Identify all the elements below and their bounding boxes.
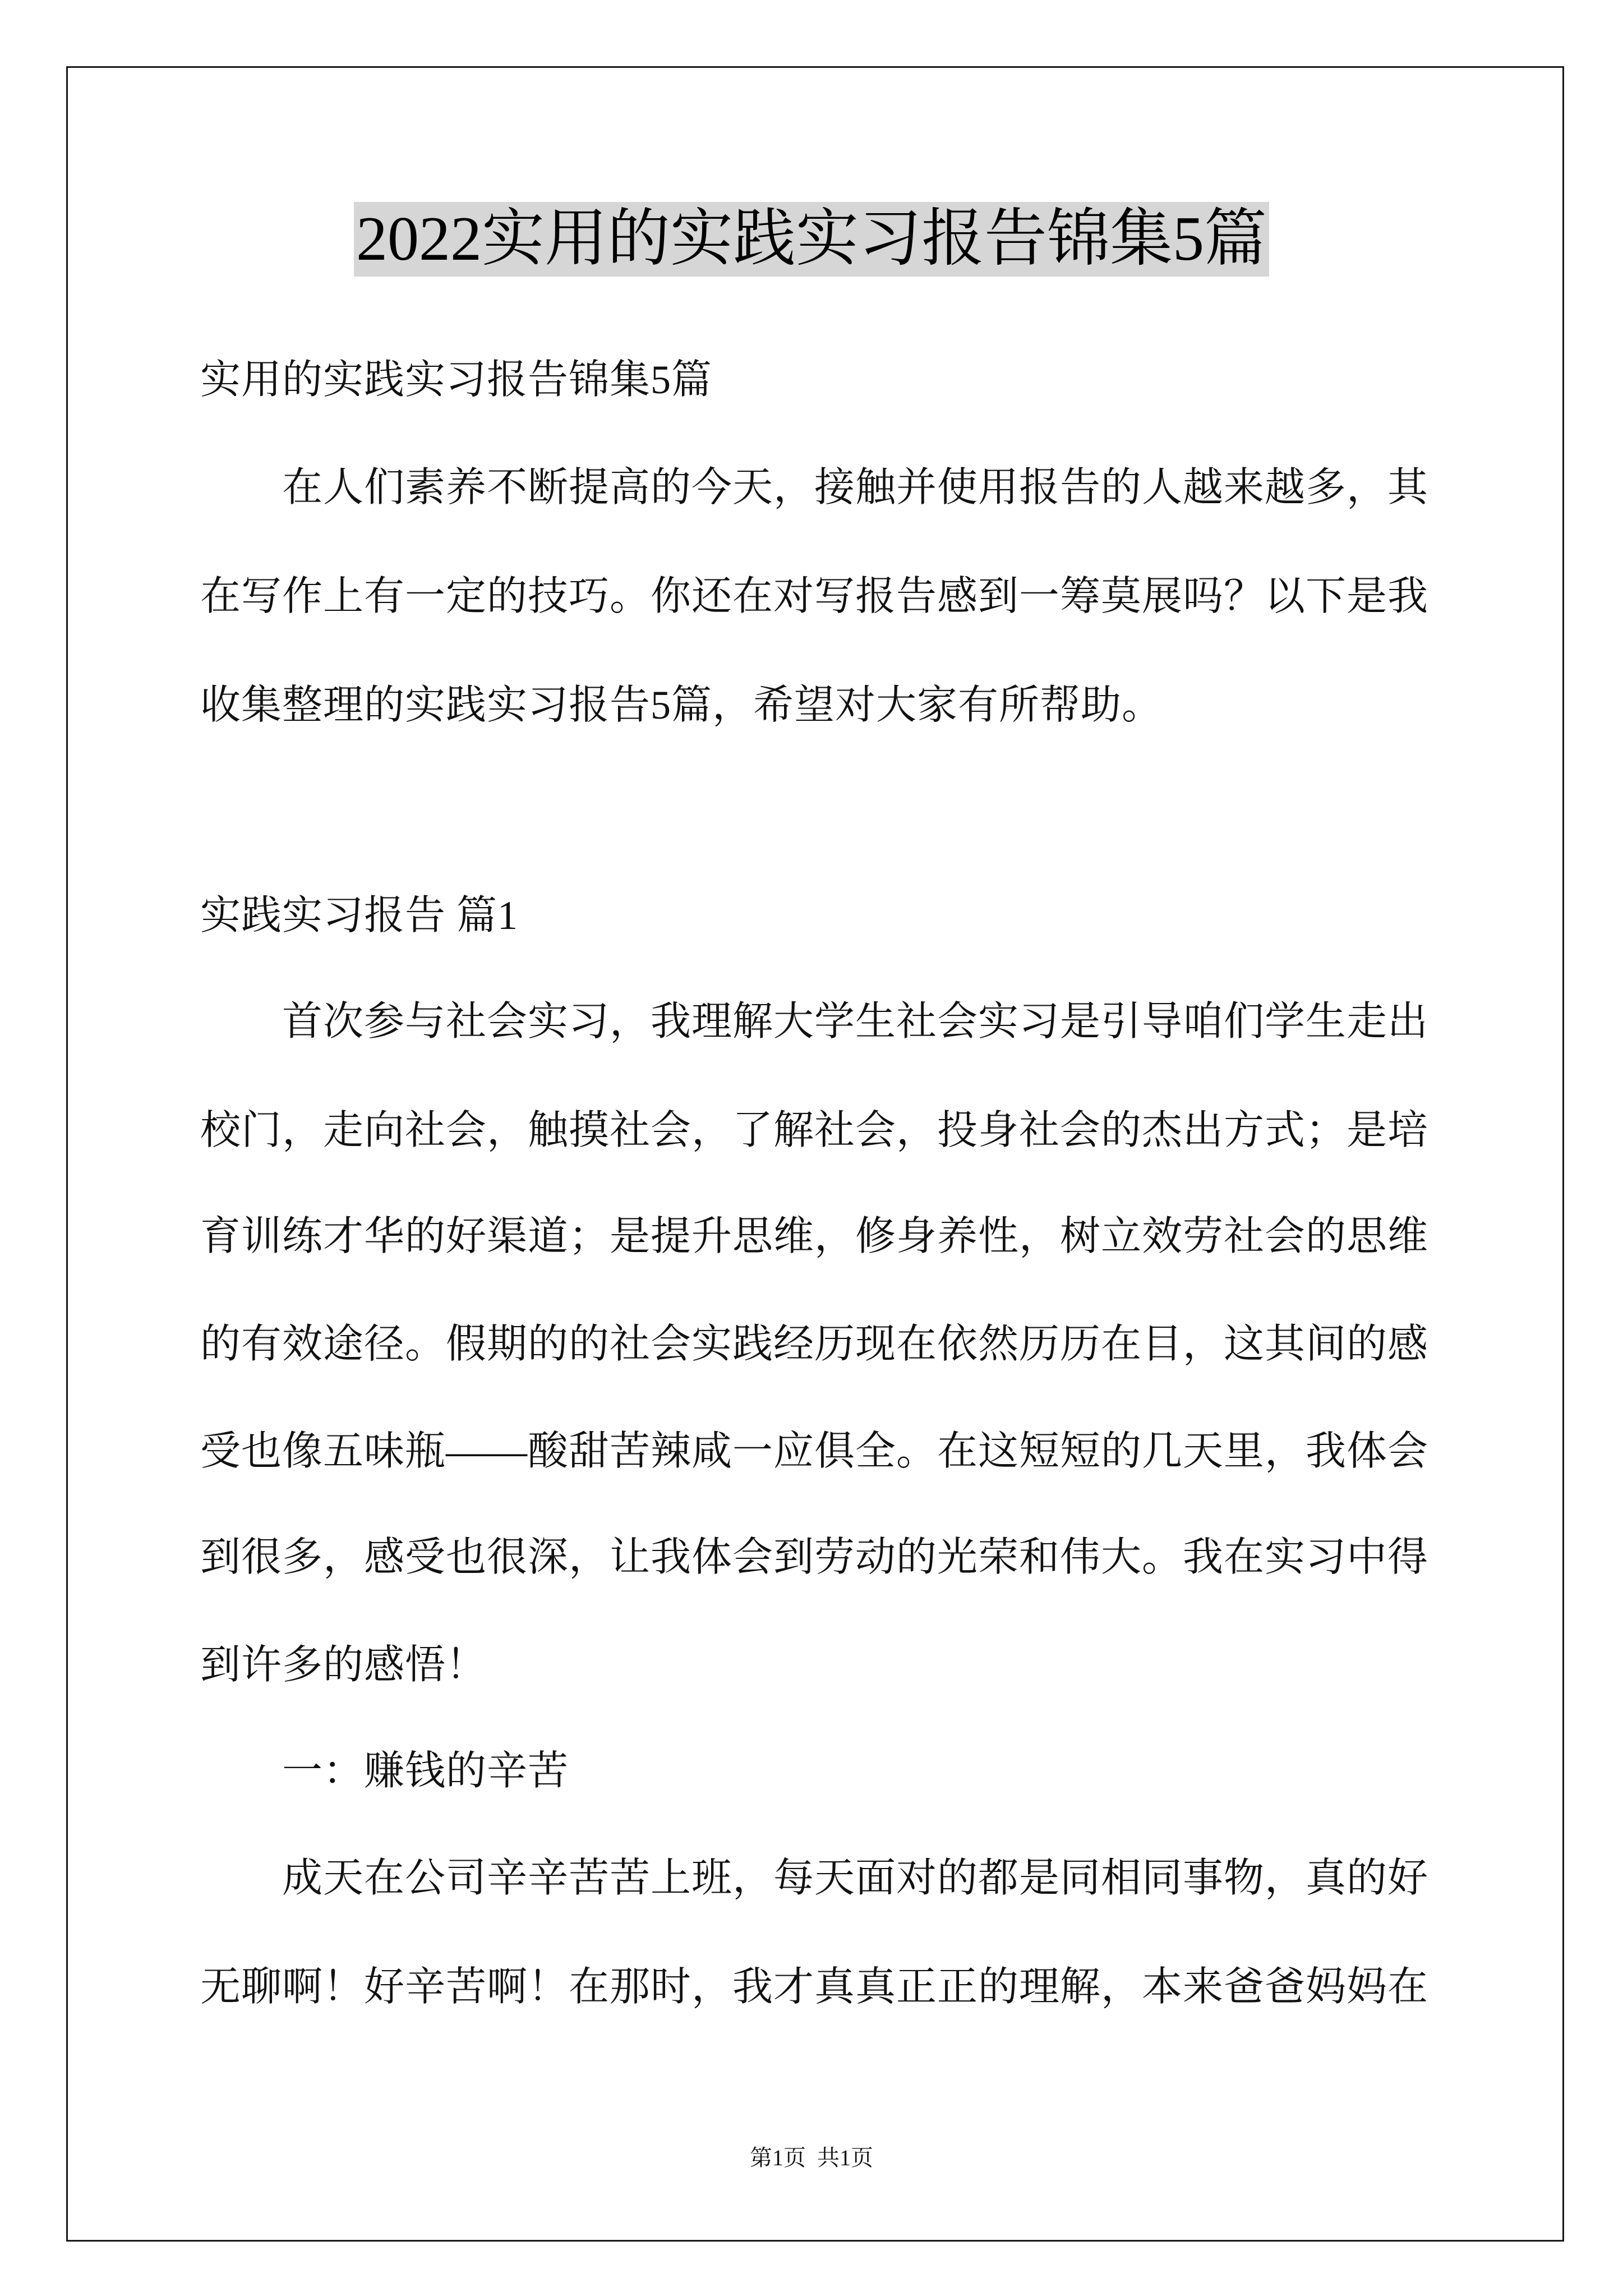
section-line: 受也像五味瓶——酸甜苦辣咸一应俱全。在这短短的几天里，我体会 xyxy=(200,1429,1429,1474)
subsection-line: 成天在公司辛辛苦苦上班，每天面对的都是同相同事物，真的好 xyxy=(282,1856,1429,1901)
section-line: 首次参与社会实习，我理解大学生社会实习是引导咱们学生走出 xyxy=(282,999,1429,1044)
title-row xyxy=(0,202,1623,277)
section-heading: 实践实习报告 篇1 xyxy=(200,893,519,938)
section-line: 校门，走向社会，触摸社会，了解社会，投身社会的杰出方式；是培 xyxy=(200,1108,1429,1153)
section-line: 到很多，感受也很深，让我体会到劳动的光荣和伟大。我在实习中得 xyxy=(200,1535,1429,1580)
section-line: 的有效途径。假期的的社会实践经历现在依然历历在目，这其间的感 xyxy=(200,1322,1429,1366)
page-footer: 第1页 共1页 xyxy=(750,2145,873,2170)
intro-line: 在人们素养不断提高的今天，接触并使用报告的人越来越多，其 xyxy=(282,465,1429,510)
intro-line: 收集整理的实践实习报告5篇，希望对大家有所帮助。 xyxy=(200,683,1163,728)
section-line: 育训练才华的好渠道；是提升思维，修身养性，树立效劳社会的思维 xyxy=(200,1214,1429,1259)
subsection-line: 无聊啊！好辛苦啊！在那时，我才真真正正的理解，本来爸爸妈妈在 xyxy=(200,1964,1429,2009)
subheading: 一：赚钱的辛苦 xyxy=(282,1749,569,1793)
intro-line: 在写作上有一定的技巧。你还在对写报告感到一筹莫展吗？以下是我 xyxy=(200,574,1429,619)
document-title: 2022实用的实践实习报告锦集5篇 xyxy=(354,202,1269,277)
document-subtitle: 实用的实践实习报告锦集5篇 xyxy=(200,357,713,402)
section-line: 到许多的感悟！ xyxy=(200,1642,487,1687)
